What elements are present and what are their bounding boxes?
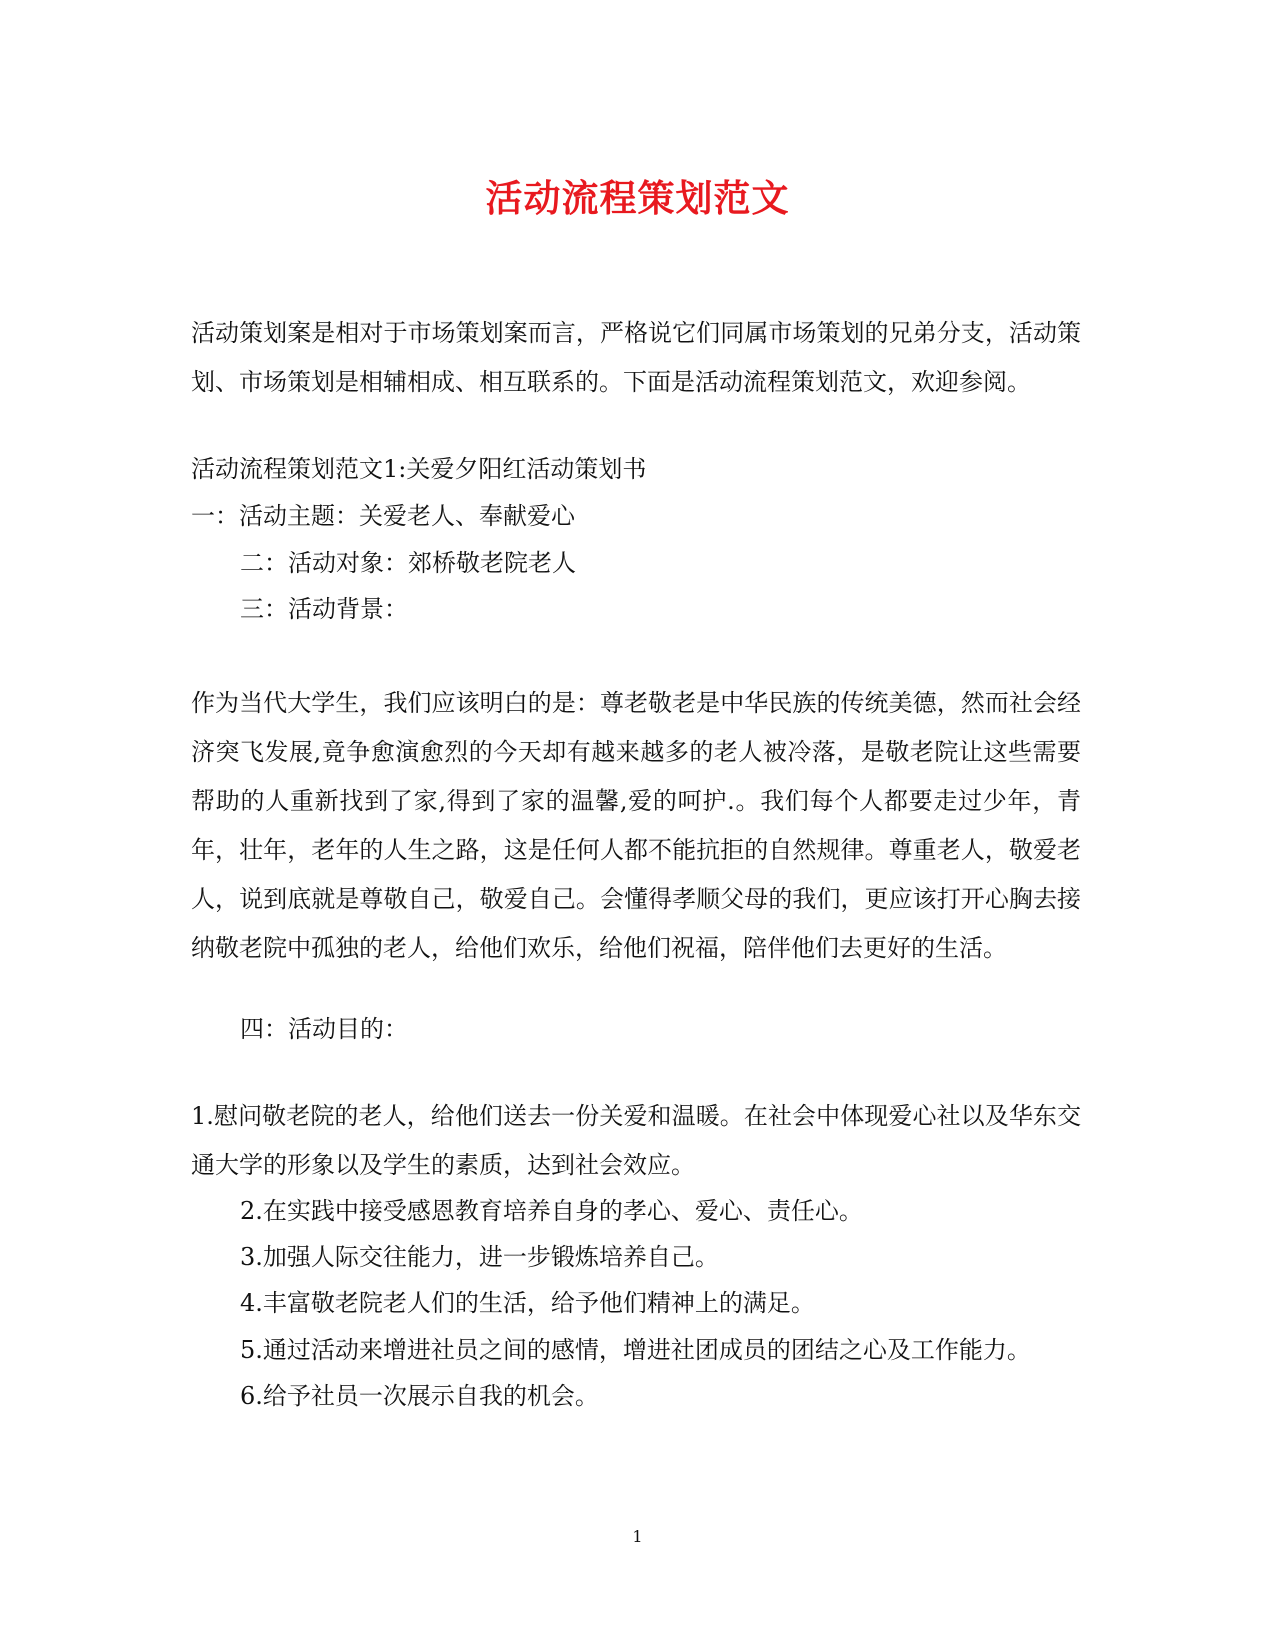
section-purpose-heading: 四：活动目的： (240, 1015, 408, 1043)
purpose-item-2: 2.在实践中接受感恩教育培养自身的孝心、爱心、责任心。 (240, 1197, 863, 1225)
section-target: 二：活动对象：郊桥敬老院老人 (240, 549, 576, 577)
purpose-item-1: 1.慰问敬老院的老人，给他们送去一份关爱和温暖。在社会中体现爱心社以及华东交通大学的形象以及学生的素质，达到社会效应。 (191, 1102, 1081, 1179)
purpose-item-4: 4.丰富敬老院老人们的生活，给予他们精神上的满足。 (240, 1289, 815, 1317)
section-background-heading: 三：活动背景： (240, 595, 408, 623)
intro-paragraph: 活动策划案是相对于市场策划案而言，严格说它们同属市场策划的兄弟分支，活动策划、市场策划是相辅相成、相互联系的。下面是活动流程策划范文，欢迎参阅。 (191, 319, 1081, 396)
purpose-item-3: 3.加强人际交往能力，进一步锻炼培养自己。 (240, 1243, 719, 1271)
background-paragraph: 作为当代大学生，我们应该明白的是：尊老敬老是中华民族的传统美德，然而社会经济突飞发展,竟争愈演愈烈的今天却有越来越多的老人被冷落，是敬老院让这些需要帮助的人重新找到了家,得到了家的温馨,爱的呵护.。我们每个人都要走过少年，青年，壮年，老年的人生之路，这是任何人都不能抗拒的自然规律。尊重老人，敬爱老人，说到底就是尊敬自己，敬爱自己。会懂得孝顺父母的我们，更应该打开心胸去接纳敬老院中孤独的老人，给他们欢乐，给他们祝福，陪伴他们去更好的生活。 (191, 689, 1081, 962)
sample-heading: 活动流程策划范文1:关爱夕阳红活动策划书 (191, 455, 647, 483)
purpose-item-6: 6.给予社员一次展示自我的机会。 (240, 1382, 599, 1410)
page-number: 1 (632, 1527, 643, 1546)
section-theme: 一：活动主题：关爱老人、奉献爱心 (191, 502, 575, 530)
document-title: 活动流程策划范文 (485, 176, 790, 220)
purpose-item-5: 5.通过活动来增进社员之间的感情，增进社团成员的团结之心及工作能力。 (240, 1336, 1031, 1364)
